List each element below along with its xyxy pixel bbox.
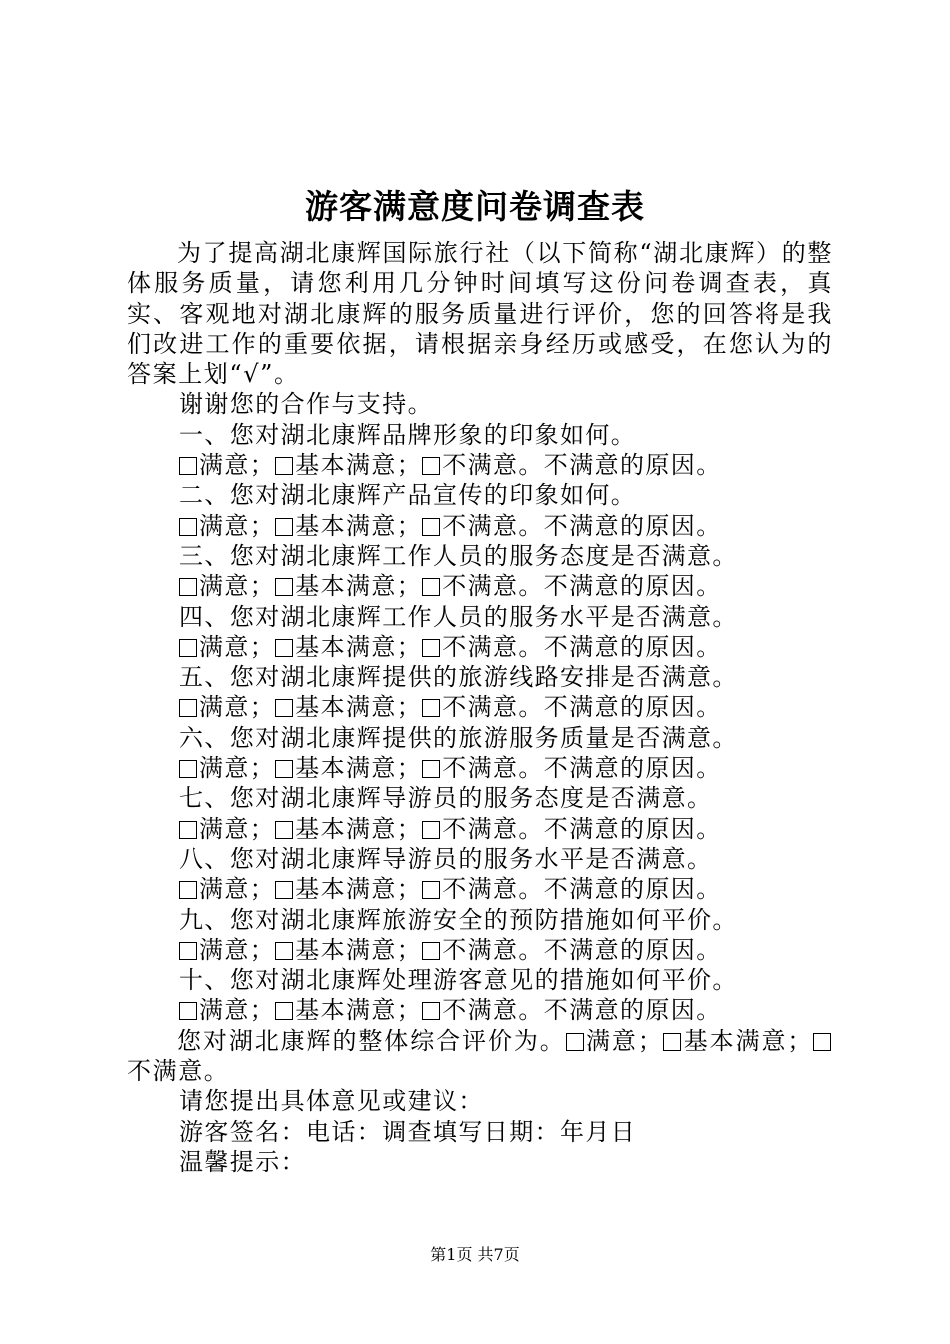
option-label: 满意； bbox=[199, 693, 276, 722]
checkbox-satisfied[interactable] bbox=[179, 881, 197, 899]
option-label: 满意； bbox=[199, 632, 276, 661]
checkbox-basic-satisfied[interactable] bbox=[275, 821, 293, 839]
option-label: 基本满意； bbox=[295, 996, 423, 1025]
checkbox-unsatisfied[interactable] bbox=[422, 518, 440, 536]
answer-options bbox=[127, 511, 833, 541]
checkbox-basic-satisfied[interactable] bbox=[275, 881, 293, 899]
option-label: 基本满意； bbox=[295, 572, 423, 601]
checkbox-overall-basic[interactable] bbox=[663, 1033, 681, 1051]
answer-options bbox=[127, 450, 833, 480]
checkbox-satisfied[interactable] bbox=[179, 639, 197, 657]
option-label: 基本满意； bbox=[295, 814, 423, 843]
intro-paragraph: 为了提高湖北康辉国际旅行社（以下简称“湖北康辉）的整体服务质量，请您利用几分钟时间填写这份问卷调查表，真实、客观地对湖北康辉的服务质量进行评价，您的回答将是我们改进工作的重要依据，请根据亲身经历或感受，在您认为的答案上划“√”。 bbox=[127, 239, 833, 389]
answer-options bbox=[127, 874, 833, 904]
signature-line: 游客签名：电话：调查填写日期：年月日 bbox=[179, 1117, 637, 1146]
document-body bbox=[127, 238, 833, 1177]
question-text: 三、您对湖北康辉工作人员的服务态度是否满意。 bbox=[179, 541, 738, 570]
option-label: 满意； bbox=[199, 935, 276, 964]
answer-options bbox=[127, 753, 833, 783]
option-label: 不满意。不满意的原因。 bbox=[442, 935, 722, 964]
option-label: 不满意。不满意的原因。 bbox=[442, 875, 722, 904]
overall-rating bbox=[127, 1026, 833, 1087]
question-text: 四、您对湖北康辉工作人员的服务水平是否满意。 bbox=[179, 602, 738, 631]
option-label: 不满意。不满意的原因。 bbox=[442, 996, 722, 1025]
answer-options bbox=[127, 571, 833, 601]
option-label: 基本满意； bbox=[295, 632, 423, 661]
checkbox-basic-satisfied[interactable] bbox=[275, 942, 293, 960]
checkbox-unsatisfied[interactable] bbox=[422, 457, 440, 475]
checkbox-satisfied[interactable] bbox=[179, 760, 197, 778]
checkbox-satisfied[interactable] bbox=[179, 578, 197, 596]
option-label: 不满意。不满意的原因。 bbox=[442, 754, 722, 783]
option-label: 基本满意； bbox=[295, 693, 423, 722]
option-label: 不满意。不满意的原因。 bbox=[442, 693, 722, 722]
option-label: 满意； bbox=[199, 814, 276, 843]
answer-options bbox=[127, 995, 833, 1025]
checkbox-satisfied[interactable] bbox=[179, 699, 197, 717]
checkbox-basic-satisfied[interactable] bbox=[275, 639, 293, 657]
overall-basic-label: 基本满意； bbox=[683, 1026, 813, 1055]
checkbox-basic-satisfied[interactable] bbox=[275, 699, 293, 717]
checkbox-unsatisfied[interactable] bbox=[422, 1002, 440, 1020]
option-label: 满意； bbox=[199, 511, 276, 540]
overall-prefix: 您对湖北康辉的整体综合评价为。 bbox=[177, 1026, 566, 1055]
checkbox-unsatisfied[interactable] bbox=[422, 639, 440, 657]
answer-options bbox=[127, 814, 833, 844]
option-label: 基本满意； bbox=[295, 451, 423, 480]
checkbox-overall-unsatisfied[interactable] bbox=[813, 1033, 831, 1051]
checkbox-basic-satisfied[interactable] bbox=[275, 578, 293, 596]
answer-options bbox=[127, 632, 833, 662]
option-label: 满意； bbox=[199, 572, 276, 601]
question-text: 五、您对湖北康辉提供的旅游线路安排是否满意。 bbox=[179, 663, 738, 692]
checkbox-satisfied[interactable] bbox=[179, 518, 197, 536]
question-text: 九、您对湖北康辉旅游安全的预防措施如何平价。 bbox=[179, 905, 738, 934]
suggestion-line: 请您提出具体意见或建议： bbox=[179, 1087, 484, 1116]
option-label: 不满意。不满意的原因。 bbox=[442, 511, 722, 540]
overall-satisfied-label: 满意； bbox=[585, 1026, 664, 1055]
checkbox-unsatisfied[interactable] bbox=[422, 578, 440, 596]
checkbox-unsatisfied[interactable] bbox=[422, 881, 440, 899]
question-text: 七、您对湖北康辉导游员的服务态度是否满意。 bbox=[179, 784, 713, 813]
checkbox-satisfied[interactable] bbox=[179, 942, 197, 960]
option-label: 基本满意； bbox=[295, 875, 423, 904]
checkbox-overall-satisfied[interactable] bbox=[566, 1033, 584, 1051]
question-text: 十、您对湖北康辉处理游客意见的措施如何平价。 bbox=[179, 966, 738, 995]
checkbox-satisfied[interactable] bbox=[179, 1002, 197, 1020]
option-label: 满意； bbox=[199, 754, 276, 783]
checkbox-satisfied[interactable] bbox=[179, 821, 197, 839]
checkbox-unsatisfied[interactable] bbox=[422, 821, 440, 839]
checkbox-basic-satisfied[interactable] bbox=[275, 760, 293, 778]
question-text: 六、您对湖北康辉提供的旅游服务质量是否满意。 bbox=[179, 723, 738, 752]
checkbox-unsatisfied[interactable] bbox=[422, 760, 440, 778]
option-label: 满意； bbox=[199, 451, 276, 480]
option-label: 不满意。不满意的原因。 bbox=[442, 632, 722, 661]
option-label: 不满意。不满意的原因。 bbox=[442, 451, 722, 480]
option-label: 满意； bbox=[199, 996, 276, 1025]
option-label: 基本满意； bbox=[295, 935, 423, 964]
option-label: 不满意。不满意的原因。 bbox=[442, 572, 722, 601]
option-label: 不满意。不满意的原因。 bbox=[442, 814, 722, 843]
checkbox-unsatisfied[interactable] bbox=[422, 699, 440, 717]
overall-unsatisfied-label: 不满意。 bbox=[127, 1057, 230, 1086]
option-label: 基本满意； bbox=[295, 754, 423, 783]
option-label: 基本满意； bbox=[295, 511, 423, 540]
checkbox-basic-satisfied[interactable] bbox=[275, 518, 293, 536]
question-text: 一、您对湖北康辉品牌形象的印象如何。 bbox=[179, 420, 637, 449]
answer-options bbox=[127, 692, 833, 722]
question-text: 八、您对湖北康辉导游员的服务水平是否满意。 bbox=[179, 844, 713, 873]
answer-options bbox=[127, 935, 833, 965]
tips-line: 温馨提示： bbox=[179, 1147, 306, 1176]
document-title: 游客满意度问卷调查表 bbox=[305, 187, 645, 226]
thanks-line: 谢谢您的合作与支持。 bbox=[179, 390, 433, 419]
question-text: 二、您对湖北康辉产品宣传的印象如何。 bbox=[179, 481, 637, 510]
checkbox-basic-satisfied[interactable] bbox=[275, 457, 293, 475]
checkbox-unsatisfied[interactable] bbox=[422, 942, 440, 960]
checkbox-basic-satisfied[interactable] bbox=[275, 1002, 293, 1020]
checkbox-satisfied[interactable] bbox=[179, 457, 197, 475]
option-label: 满意； bbox=[199, 875, 276, 904]
page-footer: 第1页 共7页 bbox=[430, 1245, 520, 1264]
question-list bbox=[127, 420, 833, 1026]
